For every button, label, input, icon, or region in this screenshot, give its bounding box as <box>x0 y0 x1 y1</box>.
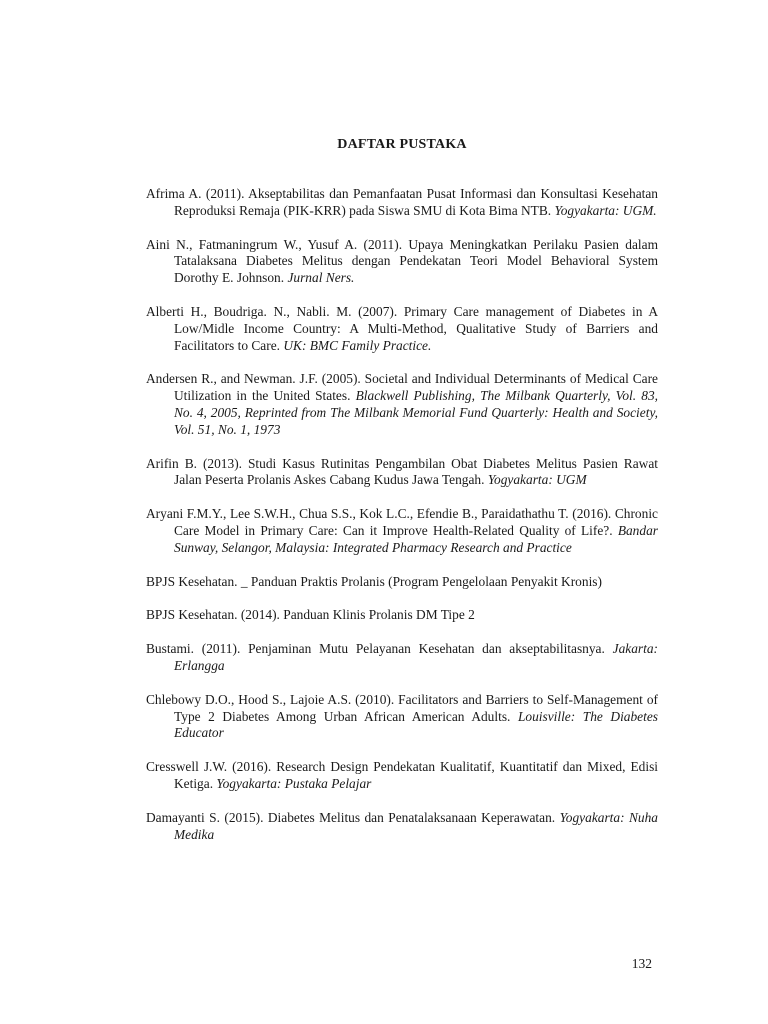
reference-entry <box>146 237 658 287</box>
reference-text: Andersen R., and Newman. J.F. (2005). Societal and Individual Determinants of Medical Care Utilization in the United States. <box>146 371 658 404</box>
reference-publisher: Louisville: The Diabetes Educator <box>174 708 658 741</box>
reference-publisher: Yogyakarta: UGM. <box>554 202 657 218</box>
reference-entry <box>146 186 658 220</box>
reference-publisher: Bandar Sunway, Selangor, Malaysia: Integrated Pharmacy Research and Practice <box>174 522 658 555</box>
reference-text: BPJS Kesehatan. _ Panduan Praktis Prolanis (Program Pengelolaan Penyakit Kronis) <box>146 573 602 589</box>
reference-text: Aryani F.M.Y., Lee S.W.H., Chua S.S., Kok L.C., Efendie B., Paraidathathu T. (2016). Chronic Care Model in Primary Care: Can it Improve Health-Related Quality of Life?. <box>146 506 658 538</box>
reference-publisher: Jurnal Ners. <box>287 270 355 286</box>
reference-entry <box>146 692 658 742</box>
reference-entry <box>146 371 658 438</box>
reference-entry <box>146 456 658 490</box>
reference-entry <box>146 607 658 624</box>
reference-entry <box>146 759 658 793</box>
reference-publisher: Yogyakarta: Pustaka Pelajar <box>216 775 372 791</box>
reference-text: Alberti H., Boudriga. N., Nabli. M. (2007). Primary Care management of Diabetes in A Low/Midle Income Country: A Multi-Method, Qualitative Study of Barriers and Facilitators to Care. <box>146 303 658 353</box>
reference-text: Afrima A. (2011). Akseptabilitas dan Pemanfaatan Pusat Informasi dan Konsultasi Kesehatan Reproduksi Remaja (PIK-KRR) pada Siswa SMU di Kota Bima NTB. <box>146 186 658 218</box>
reference-publisher: Yogyakarta: Nuha Medika <box>174 809 658 842</box>
reference-text: Damayanti S. (2015). Diabetes Melitus dan Penatalaksanaan Keperawatan. <box>146 809 560 825</box>
reference-publisher: UK: BMC Family Practice. <box>283 337 432 353</box>
reference-publisher: Blackwell Publishing, The Milbank Quarterly, Vol. 83, No. 4, 2005, Reprinted from The Milbank Memorial Fund Quarterly: Health and Society, Vol. 51, No. 1, 1973 <box>174 388 659 437</box>
page-title: DAFTAR PUSTAKA <box>337 137 467 152</box>
reference-entry <box>146 304 658 354</box>
reference-entry <box>146 506 658 556</box>
reference-entry <box>146 810 658 844</box>
reference-publisher: Jakarta: Erlangga <box>174 641 658 673</box>
reference-publisher: Yogyakarta: UGM <box>487 472 587 488</box>
reference-text: Bustami. (2011). Penjaminan Mutu Pelayanan Kesehatan dan akseptabilitasnya. <box>146 641 613 657</box>
reference-text: Aini N., Fatmaningrum W., Yusuf A. (2011). Upaya Meningkatkan Perilaku Pasien dalam Tatalaksana Diabetes Melitus dengan Pendekatan Teori Model Behavioral System Dorothy E. Johnson. <box>146 236 658 286</box>
reference-entry <box>146 574 658 591</box>
reference-text: BPJS Kesehatan. (2014). Panduan Klinis Prolanis DM Tipe 2 <box>146 607 475 623</box>
reference-text: Arifin B. (2013). Studi Kasus Rutinitas Pengambilan Obat Diabetes Melitus Pasien Rawat Jalan Peserta Prolanis Askes Cabang Kudus Jawa Tengah. <box>146 455 658 488</box>
reference-list <box>146 186 658 843</box>
page-number: 132 <box>631 956 652 971</box>
reference-text: Chlebowy D.O., Hood S., Lajoie A.S. (2010). Facilitators and Barriers to Self-Management of Type 2 Diabetes Among Urban African American Adults. <box>146 691 658 724</box>
reference-text: Cresswell J.W. (2016). Research Design Pendekatan Kualitatif, Kuantitatif dan Mixed, Edisi Ketiga. <box>146 759 658 791</box>
reference-entry <box>146 641 658 675</box>
